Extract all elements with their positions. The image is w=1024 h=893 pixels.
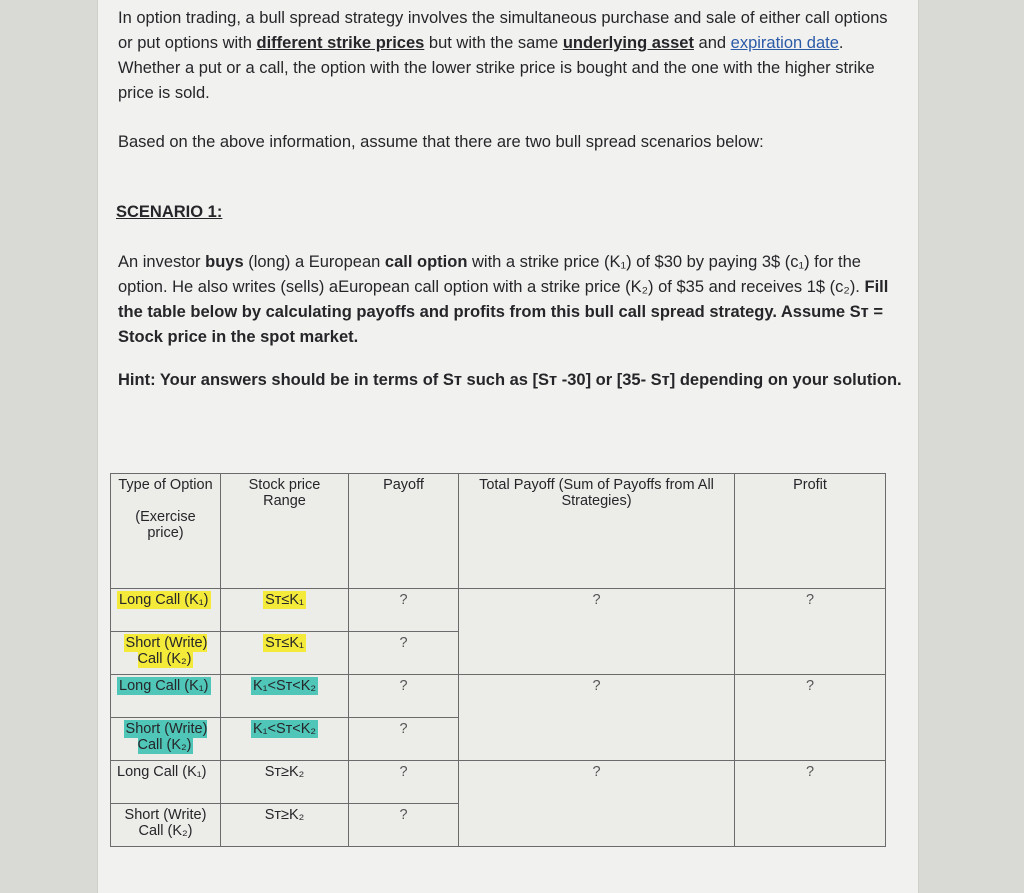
- scenario-instruction: Fill the table below by calculating payoffs and profits from this bull call spread strategy. Assume Sᴛ = Stock price in the spot market.: [118, 278, 889, 346]
- document-page: [98, 0, 918, 893]
- option-type: Long Call (K₁): [119, 678, 209, 694]
- scenario-text-bold: call option: [384, 253, 468, 271]
- stock-range: K₁<Sᴛ<K₂: [252, 721, 317, 737]
- intro-text: . Whether a put or a call, the option with the lower strike price is bought and the one with the higher strike price is sold.: [118, 34, 875, 102]
- payoff-cell[interactable]: ?: [349, 718, 459, 761]
- payoff-cell[interactable]: ?: [349, 675, 459, 718]
- intro-text: In option trading, a bull spread strategy involves the simultaneous purchase and sale of either call options or put options with: [118, 9, 888, 52]
- header-stock-range: Stock price Range: [221, 474, 349, 589]
- range-cell: Sᴛ≥K₂: [221, 804, 349, 847]
- range-cell: [221, 675, 349, 718]
- payoff-table: [110, 473, 886, 847]
- intro-paragraph: [118, 6, 903, 106]
- option-type: Long Call (K₁): [119, 592, 209, 608]
- total-payoff-cell[interactable]: ?: [459, 589, 735, 675]
- term-underlying-asset[interactable]: underlying asset: [562, 34, 694, 52]
- table-header-row: [111, 474, 886, 589]
- header-profit: Profit: [735, 474, 886, 589]
- option-type: Short (Write) Call (K₂): [125, 721, 208, 753]
- scenario-title: SCENARIO 1:: [116, 203, 223, 221]
- option-type-cell: [111, 675, 221, 718]
- profit-cell[interactable]: ?: [735, 675, 886, 761]
- option-type-cell: [111, 632, 221, 675]
- payoff-cell[interactable]: ?: [349, 589, 459, 632]
- stock-range: Sᴛ≤K₁: [265, 592, 304, 608]
- header-text: (Exercise price): [135, 509, 196, 541]
- scenario-text: An investor: [118, 253, 206, 271]
- profit-cell[interactable]: ?: [735, 761, 886, 847]
- term-expiration-date[interactable]: expiration date: [730, 34, 839, 52]
- table-row: [111, 761, 886, 804]
- option-type: Short (Write) Call (K₂): [125, 635, 208, 667]
- scenario-description: [118, 250, 903, 350]
- payoff-cell[interactable]: ?: [349, 761, 459, 804]
- payoff-cell[interactable]: ?: [349, 804, 459, 847]
- total-payoff-cell[interactable]: ?: [459, 761, 735, 847]
- header-payoff: Payoff: [349, 474, 459, 589]
- term-different-strike-prices[interactable]: different strike prices: [256, 34, 425, 52]
- scenario-text: (long) a European: [243, 253, 385, 271]
- range-cell: Sᴛ≥K₂: [221, 761, 349, 804]
- header-text: Type of Option: [118, 477, 213, 493]
- stock-range: K₁<Sᴛ<K₂: [252, 678, 317, 694]
- option-type-cell: Short (Write) Call (K₂): [111, 804, 221, 847]
- range-cell: [221, 589, 349, 632]
- option-type-cell: [111, 589, 221, 632]
- scenarios-intro: Based on the above information, assume that there are two bull spread scenarios below:: [118, 133, 764, 151]
- option-type-cell: Long Call (K₁): [111, 761, 221, 804]
- table-row: [111, 589, 886, 632]
- intro-text: and: [693, 34, 731, 52]
- payoff-cell[interactable]: ?: [349, 632, 459, 675]
- scenario-text-bold: buys: [205, 253, 244, 271]
- table-row: [111, 675, 886, 718]
- scenario-text: with a strike price (K₁) of $30 by paying 3$ (c₁) for the option. He also writes (sells) aEuropean call option with a strike price (K₂) of $35 and receives 1$ (c₂).: [118, 253, 865, 296]
- option-type-cell: [111, 718, 221, 761]
- range-cell: [221, 718, 349, 761]
- header-total-payoff: Total Payoff (Sum of Payoffs from All Strategies): [459, 474, 735, 589]
- hint-text: Hint: Your answers should be in terms of Sᴛ such as [Sᴛ -30] or [35- Sᴛ] depending on your solution.: [118, 371, 902, 389]
- range-cell: [221, 632, 349, 675]
- stock-range: Sᴛ≤K₁: [265, 635, 304, 651]
- total-payoff-cell[interactable]: ?: [459, 675, 735, 761]
- intro-text: but with the same: [424, 34, 563, 52]
- header-option-type: [111, 474, 221, 589]
- profit-cell[interactable]: ?: [735, 589, 886, 675]
